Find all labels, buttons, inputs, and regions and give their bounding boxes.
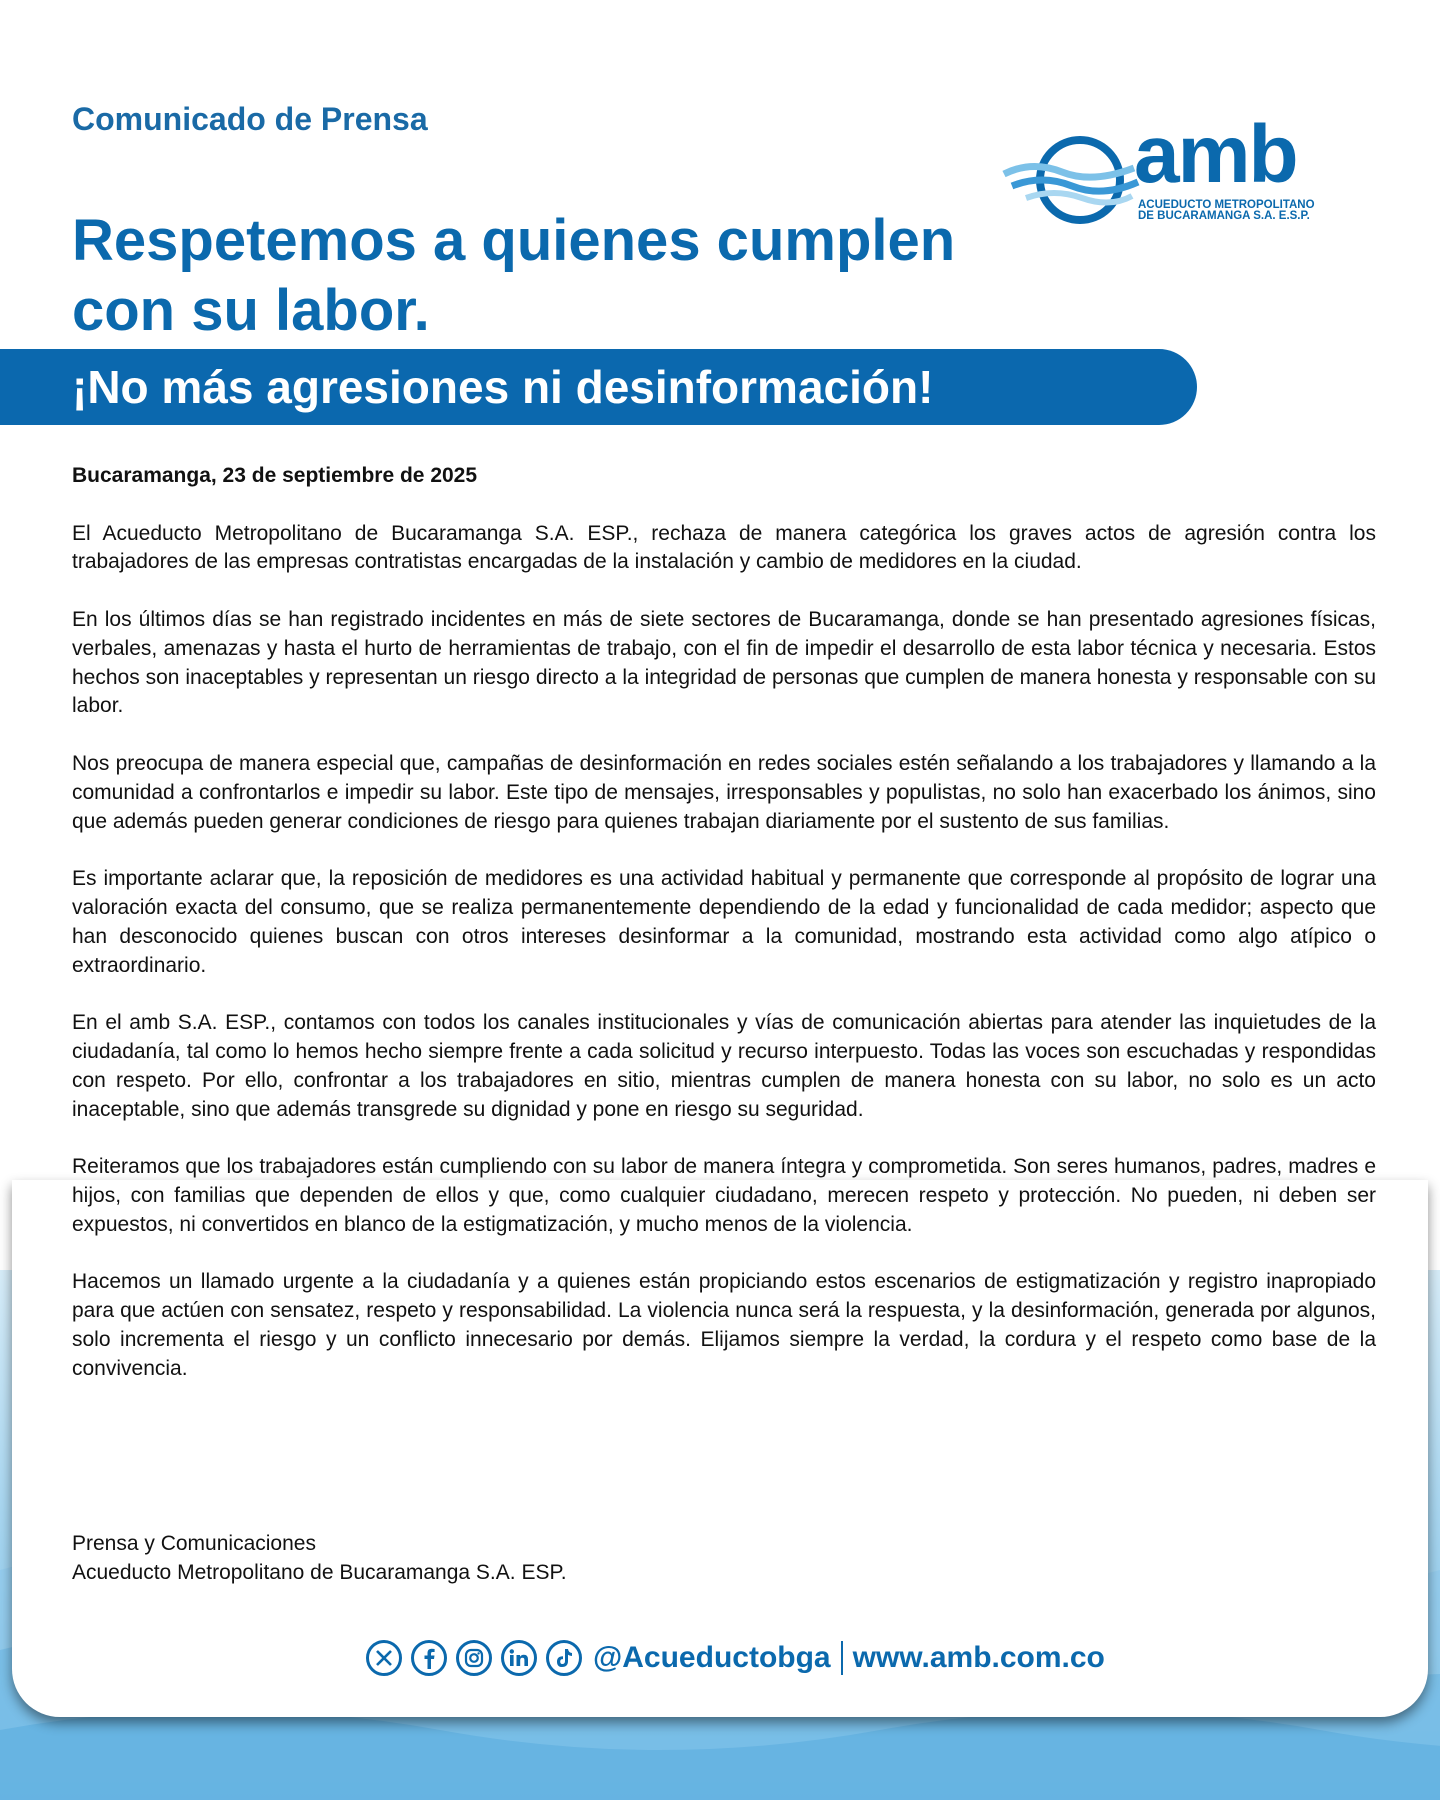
amb-logo	[1002, 109, 1342, 230]
paragraph: En los últimos días se han registrado incidentes en más de siete sectores de Bucaramanga, donde se han presentado agresiones físicas, verbales, amenazas y hasta el hurto de herramientas de trabajo, con el fin de impedir el desarrollo de esta labor técnica y necesaria. Estos hechos son inaceptables y representan un riesgo directo a la integridad de personas que cumplen de manera honesta y responsable con su labor.	[72, 607, 1376, 718]
paragraph: En el amb S.A. ESP., contamos con todos los canales institucionales y vías de comunicación abiertas para atender las inquietudes de la ciudadanía, tal como lo hemos hecho siempre frente a cada solicitud y recurso interpuesto. Todas las voces son escuchadas y respondidas con respeto. Por ello, confrontar a los trabajadores en sitio, mientras cumplen de manera honesta con su labor, no solo es un acto inaceptable, sino que además transgrede su dignidad y pone en riesgo su seguridad.	[72, 1011, 1376, 1121]
signature-line1: Prensa y Comunicaciones	[72, 1532, 316, 1555]
kicker-label: Comunicado de Prensa	[72, 101, 428, 137]
linkedin-icon[interactable]	[501, 1640, 537, 1676]
paragraph: Reiteramos que los trabajadores están cumpliendo con su labor de manera íntegra y comprometida. Son seres humanos, padres, madres e hijos, con familias que dependen de ellos y que, como cualquier ciudadano, merecen respeto y protección. No pueden, ni deben ser expuestos, ni convertidos en blanco de la estigmatización, y mucho menos de la violencia.	[72, 1155, 1376, 1236]
body	[72, 462, 1376, 1412]
website-link[interactable]: www.amb.com.co	[852, 1641, 1105, 1674]
signature	[72, 1530, 567, 1588]
signature-line2: Acueducto Metropolitano de Bucaramanga S.A. ESP.	[72, 1560, 567, 1584]
social-handle[interactable]: @Acueductobga	[593, 1641, 831, 1674]
instagram-icon[interactable]	[456, 1640, 492, 1676]
paragraph: Es importante aclarar que, la reposición de medidores es una actividad habitual y permanente que corresponde al propósito de lograr una valoración exacta del consumo, que se realiza permanentemente dependiendo de la edad y funcionalidad de cada medidor; aspecto que han desconocido quienes buscan con otros intereses desinformar a la comunidad, mostrando esta actividad como algo atípico o extraordinario.	[72, 867, 1376, 977]
headline: Respetemos a quienes cumplen con su labor.	[72, 208, 956, 343]
paragraph: Nos preocupa de manera especial que, campañas de desinformación en redes sociales estén señalando a los trabajadores y llamando a la comunidad a confrontarlos e impedir su labor. Este tipo de mensajes, irresponsables y populistas, no solo han exacerbado los ánimos, sino que además pueden generar condiciones de riesgo para quienes trabajan diariamente por el sustento de sus familias.	[72, 751, 1376, 833]
date-line: Bucaramanga, 23 de septiembre de 2025	[72, 464, 478, 487]
logo-subtitle-line1: ACUEDUCTO METROPOLITANO	[1138, 199, 1315, 211]
logo-subtitle	[1138, 200, 1315, 222]
paragraph: El Acueducto Metropolitano de Bucaramanga S.A. ESP., rechaza de manera categórica los graves actos de agresión contra los trabajadores de las empresas contratistas encargadas de la instalación y cambio de medidores en la ciudad.	[72, 521, 1376, 574]
facebook-icon[interactable]	[411, 1640, 447, 1676]
banner-text: ¡No más agresiones ni desinformación!	[72, 361, 934, 413]
x-icon[interactable]	[366, 1640, 402, 1676]
banner	[0, 349, 1197, 425]
footer	[366, 1638, 1105, 1678]
logo-wordmark: amb	[1134, 109, 1297, 200]
paragraph: Hacemos un llamado urgente a la ciudadanía y a quienes están propiciando estos escenarios de estigmatización y registro inapropiado para que actúen con sensatez, respeto y responsabilidad. La violencia nunca será la respuesta, y la desinformación, generada por algunos, solo incrementa el riesgo y un conflicto innecesario por demás. Elijamos siempre la verdad, la cordura y el respeto como base de la convivencia.	[72, 1270, 1376, 1380]
logo-subtitle-line2: DE BUCARAMANGA S.A. E.S.P.	[1138, 210, 1310, 222]
tiktok-icon[interactable]	[546, 1640, 582, 1676]
footer-divider	[841, 1641, 843, 1675]
